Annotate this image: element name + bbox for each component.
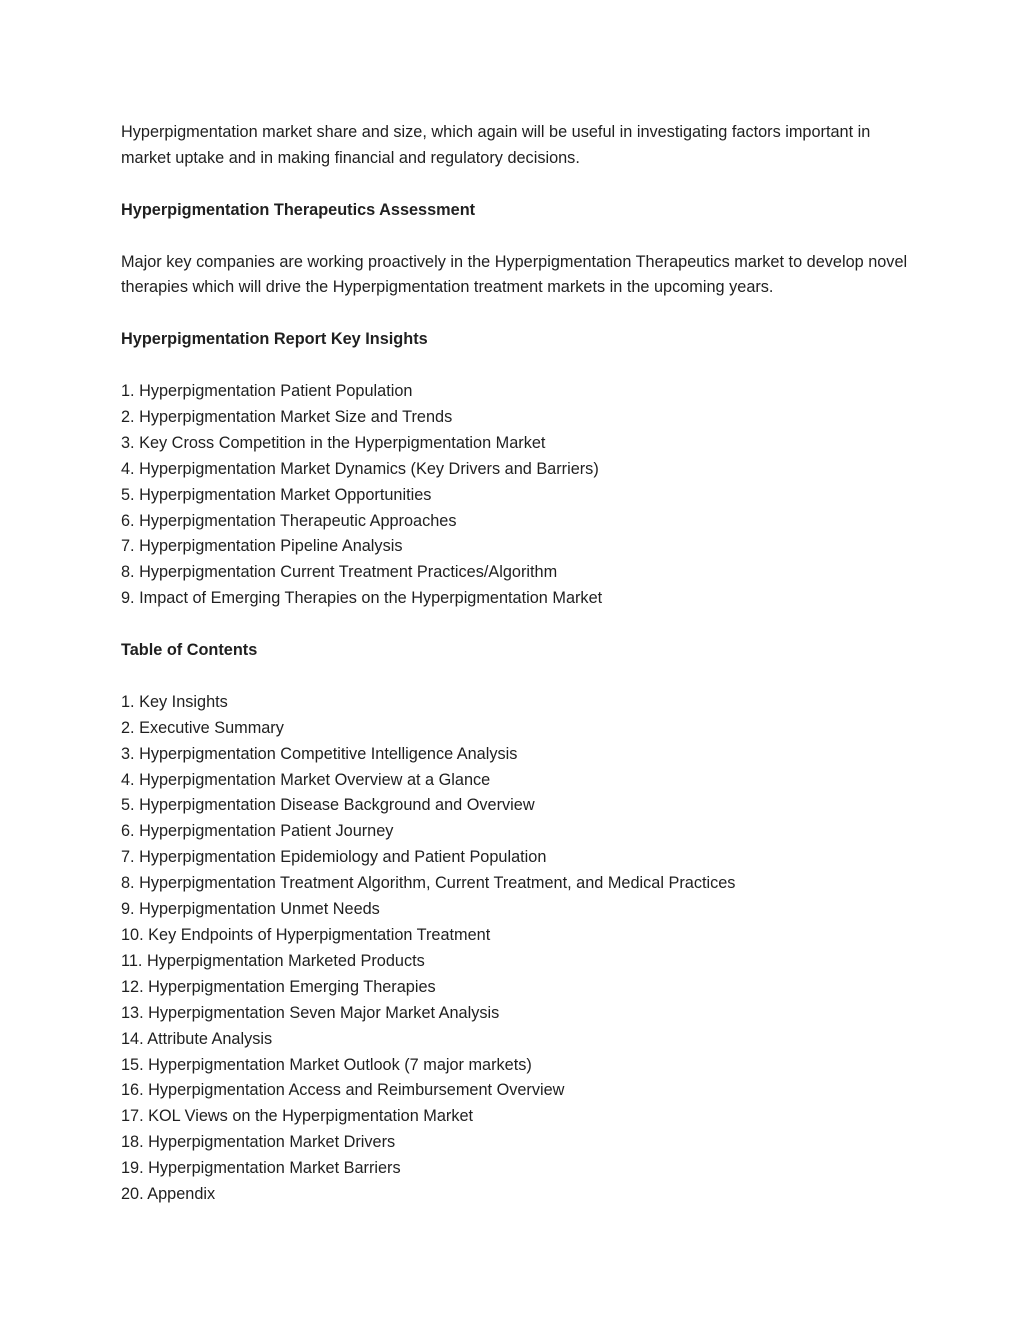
- key-insights-list: [121, 379, 921, 612]
- therapeutics-assessment-paragraph: Major key companies are working proactively in the Hyperpigmentation Therapeutics market to develop novel therapies which will drive the Hyperpigmentation treatment markets in the upcoming years.: [121, 252, 908, 297]
- key-insights-item: 2. Hyperpigmentation Market Size and Trends: [121, 407, 453, 426]
- toc-item: 8. Hyperpigmentation Treatment Algorithm, Current Treatment, and Medical Practices: [121, 874, 736, 893]
- key-insights-heading: Hyperpigmentation Report Key Insights: [121, 330, 428, 349]
- table-of-contents-heading: Table of Contents: [121, 641, 258, 660]
- table-of-contents-list: [121, 690, 921, 1208]
- toc-item: 1. Key Insights: [121, 692, 228, 711]
- toc-item: 17. KOL Views on the Hyperpigmentation Market: [121, 1107, 474, 1126]
- therapeutics-assessment-heading: Hyperpigmentation Therapeutics Assessment: [121, 200, 476, 219]
- toc-item: 16. Hyperpigmentation Access and Reimbursement Overview: [121, 1081, 565, 1100]
- intro-paragraph: Hyperpigmentation market share and size, which again will be useful in investigating factors important in market uptake and in making financial and regulatory decisions.: [121, 123, 871, 167]
- toc-item: 18. Hyperpigmentation Market Drivers: [121, 1133, 396, 1152]
- toc-item: 20. Appendix: [121, 1185, 216, 1204]
- document-body: [121, 120, 921, 1208]
- key-insights-item: 9. Impact of Emerging Therapies on the Hyperpigmentation Market: [121, 589, 603, 608]
- toc-item: 2. Executive Summary: [121, 718, 284, 737]
- key-insights-item: 3. Key Cross Competition in the Hyperpigmentation Market: [121, 433, 546, 452]
- key-insights-item: 7. Hyperpigmentation Pipeline Analysis: [121, 537, 403, 556]
- toc-item: 11. Hyperpigmentation Marketed Products: [121, 951, 425, 970]
- toc-item: 14. Attribute Analysis: [121, 1029, 273, 1048]
- toc-item: 3. Hyperpigmentation Competitive Intelligence Analysis: [121, 744, 518, 763]
- toc-item: 10. Key Endpoints of Hyperpigmentation Treatment: [121, 926, 491, 944]
- toc-item: 7. Hyperpigmentation Epidemiology and Patient Population: [121, 848, 547, 867]
- toc-item: 12. Hyperpigmentation Emerging Therapies: [121, 977, 436, 996]
- toc-item: 13. Hyperpigmentation Seven Major Market Analysis: [121, 1003, 500, 1022]
- toc-item: 15. Hyperpigmentation Market Outlook (7 major markets): [121, 1055, 532, 1074]
- key-insights-item: 1. Hyperpigmentation Patient Population: [121, 382, 413, 400]
- toc-item: 19. Hyperpigmentation Market Barriers: [121, 1159, 401, 1178]
- toc-item: 5. Hyperpigmentation Disease Background and Overview: [121, 796, 535, 815]
- key-insights-item: 4. Hyperpigmentation Market Dynamics (Key Drivers and Barriers): [121, 459, 599, 478]
- toc-item: 6. Hyperpigmentation Patient Journey: [121, 822, 394, 841]
- toc-item: 4. Hyperpigmentation Market Overview at a Glance: [121, 770, 491, 789]
- toc-item: 9. Hyperpigmentation Unmet Needs: [121, 900, 380, 919]
- key-insights-item: 5. Hyperpigmentation Market Opportunities: [121, 485, 432, 504]
- key-insights-item: 6. Hyperpigmentation Therapeutic Approaches: [121, 511, 457, 530]
- key-insights-item: 8. Hyperpigmentation Current Treatment Practices/Algorithm: [121, 563, 558, 582]
